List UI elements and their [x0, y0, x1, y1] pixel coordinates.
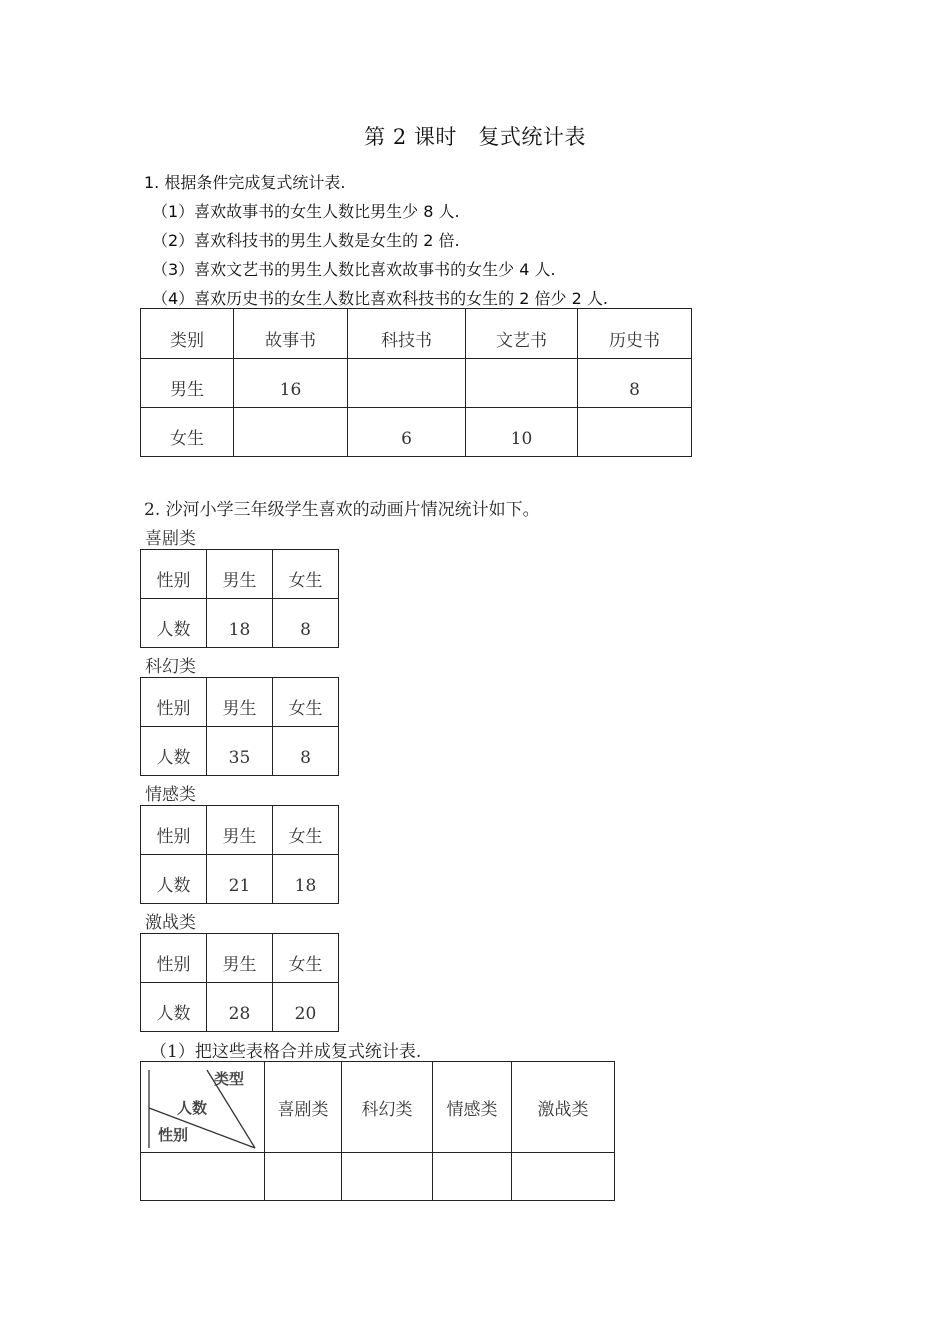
table-header-gender: 性别: [141, 934, 207, 983]
table-cell-girls: 18: [273, 855, 339, 904]
table-header-boys: 男生: [207, 550, 273, 599]
q2-table-3-label: 情感类: [145, 785, 196, 805]
q2-table-1-label: 喜剧类: [145, 529, 196, 549]
q1-condition-3: （3）喜欢文艺书的男生人数比喜欢故事书的女生少 4 人.: [152, 260, 556, 279]
table-cell-girls: 8: [273, 727, 339, 776]
table-header-girls: 女生: [273, 678, 339, 727]
table-row-label: 人数: [141, 983, 207, 1032]
q1-cell-girls-literature: 10: [466, 408, 578, 457]
q2-sub1: （1）把这些表格合并成复式统计表.: [150, 1042, 422, 1062]
q2-table-scifi: [140, 677, 339, 776]
q1-table: [140, 308, 692, 457]
table-row-label: 人数: [141, 727, 207, 776]
q1-cell-girls-history[interactable]: [578, 408, 692, 457]
q1-row-girls-label: 女生: [141, 408, 234, 457]
merged-cell-2[interactable]: [265, 1153, 342, 1201]
table-header-girls: 女生: [273, 550, 339, 599]
q1-condition-4: （4）喜欢历史书的女生人数比喜欢科技书的女生的 2 倍少 2 人.: [152, 289, 608, 308]
q2-table-comedy: [140, 549, 339, 648]
q1-condition-2: （2）喜欢科技书的男生人数是女生的 2 倍.: [152, 231, 460, 250]
table-header-gender: 性别: [141, 550, 207, 599]
diag-label-type: 类型: [214, 1070, 245, 1088]
merged-header-comedy: 喜剧类: [265, 1062, 342, 1153]
q2-heading: 2. 沙河小学三年级学生喜欢的动画片情况统计如下。: [144, 500, 540, 520]
table-header-boys: 男生: [207, 934, 273, 983]
page-title: 第 2 课时 复式统计表: [364, 125, 586, 149]
q1-cell-boys-science[interactable]: [348, 359, 466, 408]
diagonal-header-cell: [141, 1062, 265, 1153]
merged-header-battle: 激战类: [512, 1062, 615, 1153]
merged-header-scifi: 科幻类: [342, 1062, 433, 1153]
table-header-girls: 女生: [273, 934, 339, 983]
q1-heading: 1. 根据条件完成复式统计表.: [144, 173, 346, 192]
table-header-gender: 性别: [141, 678, 207, 727]
table-header-gender: 性别: [141, 806, 207, 855]
table-header-boys: 男生: [207, 806, 273, 855]
q1-header-literature: 文艺书: [466, 309, 578, 359]
diag-label-count: 人数: [177, 1099, 208, 1117]
merged-cell-1[interactable]: [141, 1153, 265, 1201]
table-cell-boys: 18: [207, 599, 273, 648]
table-cell-boys: 35: [207, 727, 273, 776]
q1-condition-1: （1）喜欢故事书的女生人数比男生少 8 人.: [152, 202, 460, 221]
merged-header-emotion: 情感类: [433, 1062, 512, 1153]
table-header-girls: 女生: [273, 806, 339, 855]
q1-cell-boys-literature[interactable]: [466, 359, 578, 408]
q2-table-emotion: [140, 805, 339, 904]
q1-header-story: 故事书: [234, 309, 348, 359]
table-cell-girls: 8: [273, 599, 339, 648]
merged-cell-3[interactable]: [342, 1153, 433, 1201]
q2-merged-table: [140, 1061, 615, 1201]
table-row-label: 人数: [141, 599, 207, 648]
q2-table-2-label: 科幻类: [145, 657, 196, 677]
q1-cell-boys-story: 16: [234, 359, 348, 408]
q1-cell-girls-story[interactable]: [234, 408, 348, 457]
q1-header-category: 类别: [141, 309, 234, 359]
q2-table-4-label: 激战类: [145, 913, 196, 933]
merged-cell-5[interactable]: [512, 1153, 615, 1201]
diag-label-gender: 性别: [158, 1126, 189, 1144]
q1-row-boys-label: 男生: [141, 359, 234, 408]
table-cell-girls: 20: [273, 983, 339, 1032]
q1-cell-boys-history: 8: [578, 359, 692, 408]
table-header-boys: 男生: [207, 678, 273, 727]
q1-cell-girls-science: 6: [348, 408, 466, 457]
q1-header-history: 历史书: [578, 309, 692, 359]
q2-table-battle: [140, 933, 339, 1032]
table-cell-boys: 21: [207, 855, 273, 904]
table-row-label: 人数: [141, 855, 207, 904]
q1-header-science: 科技书: [348, 309, 466, 359]
merged-cell-4[interactable]: [433, 1153, 512, 1201]
table-cell-boys: 28: [207, 983, 273, 1032]
